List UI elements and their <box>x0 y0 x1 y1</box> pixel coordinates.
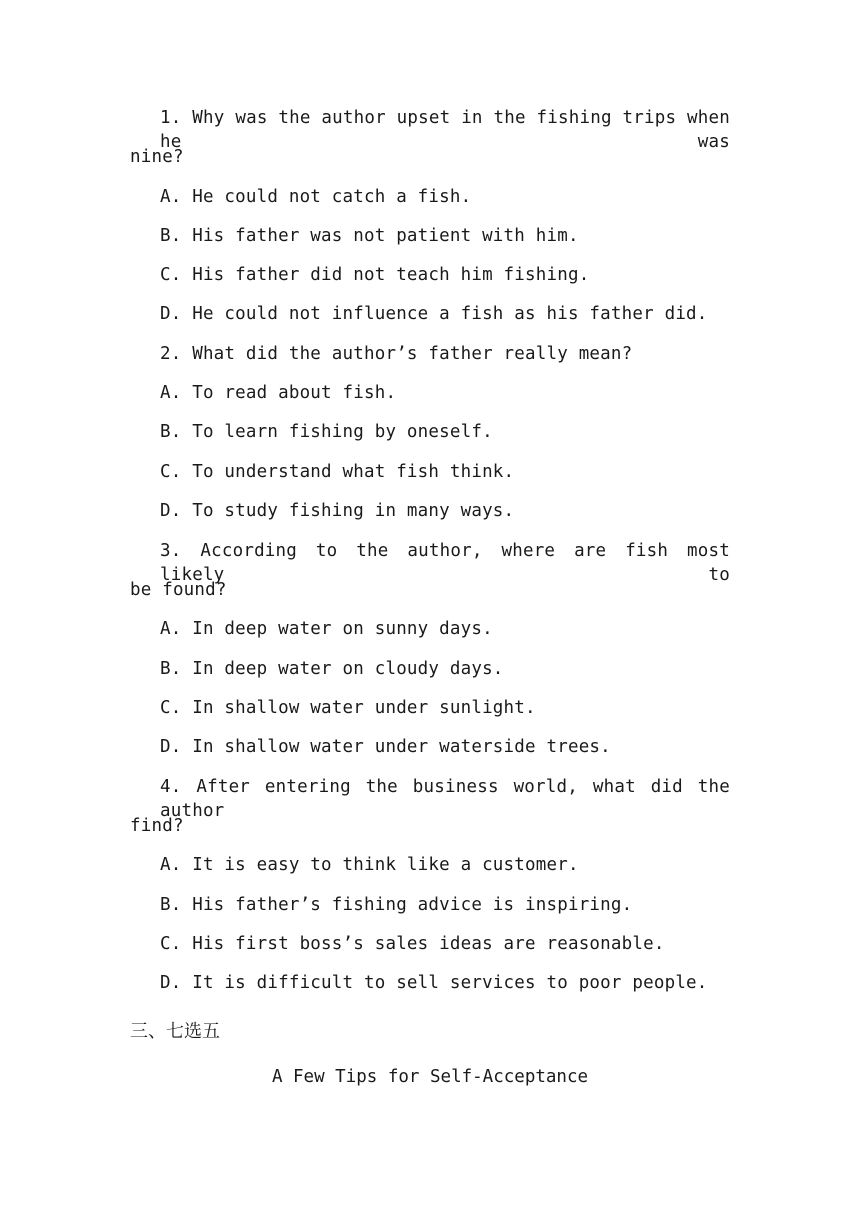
question-1-option-b: B. His father was not patient with him. <box>160 226 579 246</box>
question-3-option-b: B. In deep water on cloudy days. <box>160 659 504 679</box>
question-1-option-a: A. He could not catch a fish. <box>160 187 472 207</box>
question-3-stem: 3. According to the author, where are fish most likely to <box>160 541 730 585</box>
question-2-option-c: C. To understand what fish think. <box>160 462 515 482</box>
question-4-stem-continued: find? <box>130 816 184 836</box>
question-2-option-d: D. To study fishing in many ways. <box>160 501 515 521</box>
question-3-option-c: C. In shallow water under sunlight. <box>160 698 536 718</box>
question-1-option-d: D. He could not influence a fish as his father did. <box>160 304 708 324</box>
question-4-option-c: C. His first boss’s sales ideas are reasonable. <box>160 934 665 954</box>
question-2-option-b: B. To learn fishing by oneself. <box>160 422 493 442</box>
question-4-option-a: A. It is easy to think like a customer. <box>160 855 579 875</box>
passage-title: A Few Tips for Self-Acceptance <box>271 1067 589 1087</box>
question-3-option-a: A. In deep water on sunny days. <box>160 619 493 639</box>
question-1-stem: 1. Why was the author upset in the fishing trips when he was <box>160 108 730 152</box>
question-4-option-d: D. It is difficult to sell services to poor people. <box>160 973 708 993</box>
question-4-option-b: B. His father’s fishing advice is inspiring. <box>160 895 633 915</box>
question-2-stem: 2. What did the author’s father really mean? <box>160 344 633 364</box>
question-1-stem-continued: nine? <box>130 147 184 167</box>
question-3-option-d: D. In shallow water under waterside trees. <box>160 737 611 757</box>
question-4-stem: 4. After entering the business world, what did the author <box>160 777 730 821</box>
question-3-stem-continued: be found? <box>130 580 227 600</box>
question-1-option-c: C. His father did not teach him fishing. <box>160 265 590 285</box>
question-2-option-a: A. To read about fish. <box>160 383 397 403</box>
section-heading: 三、七选五 <box>130 1021 220 1042</box>
